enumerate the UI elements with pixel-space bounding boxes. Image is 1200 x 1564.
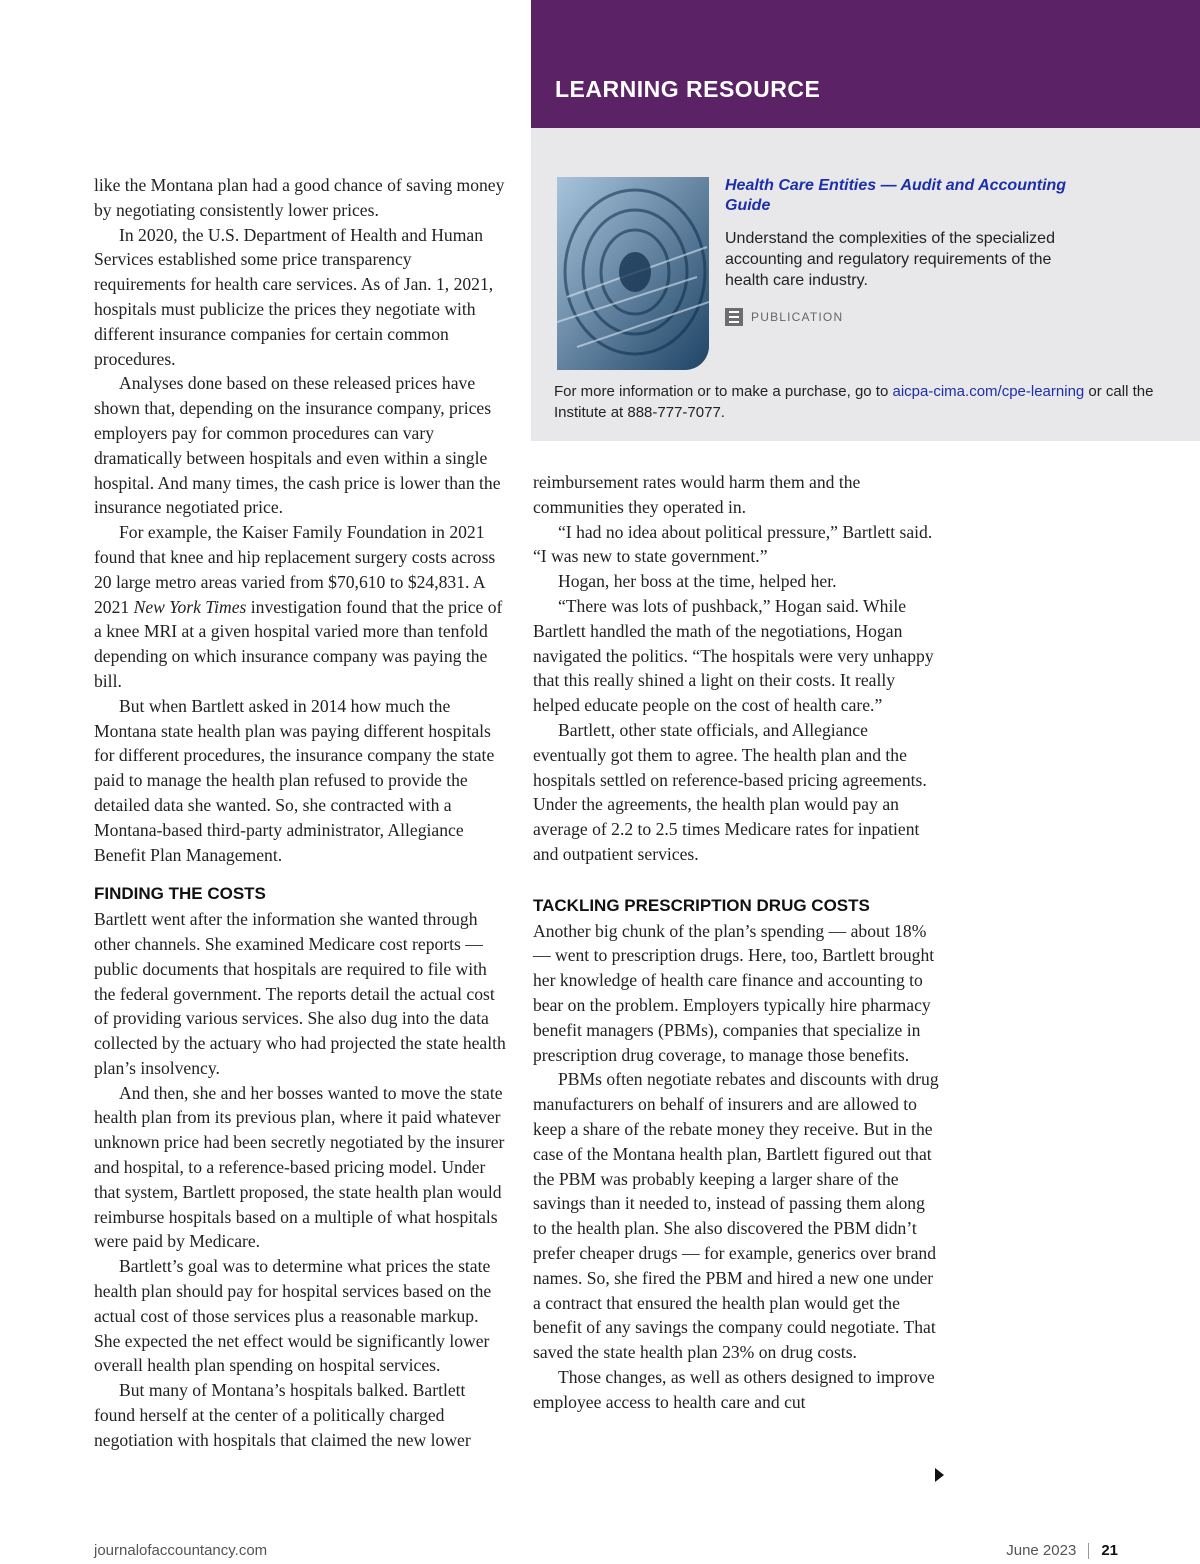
paragraph: Hogan, her boss at the time, helped her.	[558, 571, 837, 592]
spacer	[533, 867, 941, 894]
paragraph: PBMs often negotiate rebates and discounts with drug manufacturers on behalf of insurers and are allowed to keep a share of the rebate money they receive. But in the case of the Montana health plan, Bartlett figured out that the PBM was probably keeping a larger share of the savings than it needed to, instead of passing them along to the health plan. She also discovered the PBM didn’t prefer cheaper drugs — for example, generics over brand names. So, she fired the PBM and hired a new one under a contract that ensured the health plan would get the benefit of any savings the company could negotiate. That saved the state health plan 23% on drug costs.	[533, 1069, 939, 1363]
paragraph: In 2020, the U.S. Department of Health and Human Services established some price transparency requirements for health care services. As of Jan. 1, 2021, hospitals must publicize the prices they negotiate with different insurance companies for certain common procedures.	[94, 224, 494, 369]
more-info-suffix: or call the Institute at 888-777-7077.	[554, 383, 1154, 421]
paragraph: And then, she and her bosses wanted to move the state health plan from its previous plan, where it paid whatever unknown price had been secretly negotiated by the insurer and hospital, to a reference-based pricing model. Under that system, Bartlett proposed, the state health plan would reimburse hospitals based on a multiple of what hospitals were paid by Medicare.	[94, 1082, 505, 1252]
footer-right	[1006, 1542, 1118, 1559]
spiral-staircase-illustration	[557, 177, 709, 370]
banner-title: LEARNING RESOURCE	[555, 76, 821, 102]
page-number: 21	[1101, 1542, 1118, 1559]
continue-arrow-icon	[935, 1468, 944, 1482]
paragraph	[94, 520, 506, 694]
more-info-prefix: For more information or to make a purchase, go to	[554, 383, 893, 400]
paragraph: Bartlett’s goal was to determine what prices the state health plan should pay for hospital services based on the actual cost of those services plus a reasonable markup. She expected the net effect would be significantly lower overall health plan spending on hospital services.	[94, 1256, 492, 1376]
paragraph: Those changes, as well as others designed to improve employee access to health care and cut	[533, 1366, 935, 1412]
paragraph: reimbursement rates would harm them and the communities they operated in.	[533, 472, 861, 517]
footer-date: June 2023	[1006, 1542, 1077, 1559]
learning-resource-box	[531, 128, 1200, 441]
article-column-left	[94, 173, 506, 1453]
paragraph: like the Montana plan had a good chance of saving money by negotiating consistently lower prices.	[94, 175, 505, 220]
publication-name: New York Times	[133, 596, 247, 617]
paragraph: But many of Montana’s hospitals balked. Bartlett found herself at the center of a politically charged negotiation with hospitals that claimed the new lower	[94, 1380, 471, 1450]
section-heading: TACKLING PRESCRIPTION DRUG COSTS	[533, 895, 870, 915]
paragraph: Analyses done based on these released prices have shown that, depending on the insurance company, prices employers pay for common procedures can vary dramatically between hospitals and even within a single hospital. And many times, the cash price is lower than the insurance negotiated price.	[94, 373, 501, 518]
paragraph: “I had no idea about political pressure,” Bartlett said. “I was new to state government.”	[533, 521, 933, 567]
resource-cover-image	[557, 177, 709, 370]
article-column-right	[533, 470, 941, 1414]
page-footer	[94, 1542, 1118, 1564]
paragraph: Another big chunk of the plan’s spending — about 18% — went to prescription drugs. Here, too, Bartlett brought her knowledge of health care finance and accounting to bear on the problem. Employers typically hire pharmacy benefit managers (PBMs), companies that specialize in prescription drug coverage, to manage those benefits.	[533, 920, 935, 1065]
resource-type-label: PUBLICATION	[751, 310, 844, 324]
paragraph: Bartlett went after the information she wanted through other channels. She examined Medicare cost reports — public documents that hospitals are required to file with the federal government. The reports detail the actual cost of providing various services. She also dug into the data collected by the actuary who had projected the state health plan’s insolvency.	[94, 909, 506, 1078]
paragraph-text: investigation found that the price of a knee MRI at a given hospital varied more than tenfold depending on which insurance company was paying the bill.	[94, 596, 503, 691]
footer-divider	[1088, 1543, 1089, 1559]
resource-more-info	[554, 381, 1174, 423]
section-heading: FINDING THE COSTS	[94, 884, 266, 904]
paragraph-text: For example, the Kaiser Family Foundation in 2021 found that knee and hip replacement surgery costs across 20 large metro areas varied from $70,610 to $24,831. A 2021	[94, 522, 496, 617]
paragraph: “There was lots of pushback,” Hogan said. While Bartlett handled the math of the negotiations, Hogan navigated the politics. “The hospitals were very unhappy that this really shined a light on their costs. It really helped educate people on the cost of health care.”	[533, 595, 934, 716]
footer-url[interactable]: journalofaccountancy.com	[94, 1542, 268, 1559]
cpe-learning-link[interactable]: aicpa-cima.com/cpe-learning	[892, 383, 1085, 400]
paragraph: Bartlett, other state officials, and Allegiance eventually got them to agree. The health plan and the hospitals settled on reference-based pricing agreements. Under the agreements, the health plan would pay an average of 2.2 to 2.5 times Medicare rates for inpatient and outpatient services.	[533, 719, 927, 864]
spacer	[94, 867, 506, 882]
document-icon	[725, 308, 743, 326]
learning-resource-banner	[531, 0, 1200, 128]
resource-title-link[interactable]: Health Care Entities — Audit and Accounting Guide	[725, 177, 1067, 214]
resource-description: Understand the complexities of the specialized accounting and regulatory requirements of the health care industry.	[725, 230, 1055, 289]
resource-type	[725, 308, 843, 326]
paragraph: But when Bartlett asked in 2014 how much the Montana state health plan was paying different hospitals for different procedures, the insurance company the state paid to manage the health plan refused to provide the detailed data she wanted. So, she contracted with a Montana-based third-party administrator, Allegiance Benefit Plan Management.	[94, 695, 495, 865]
